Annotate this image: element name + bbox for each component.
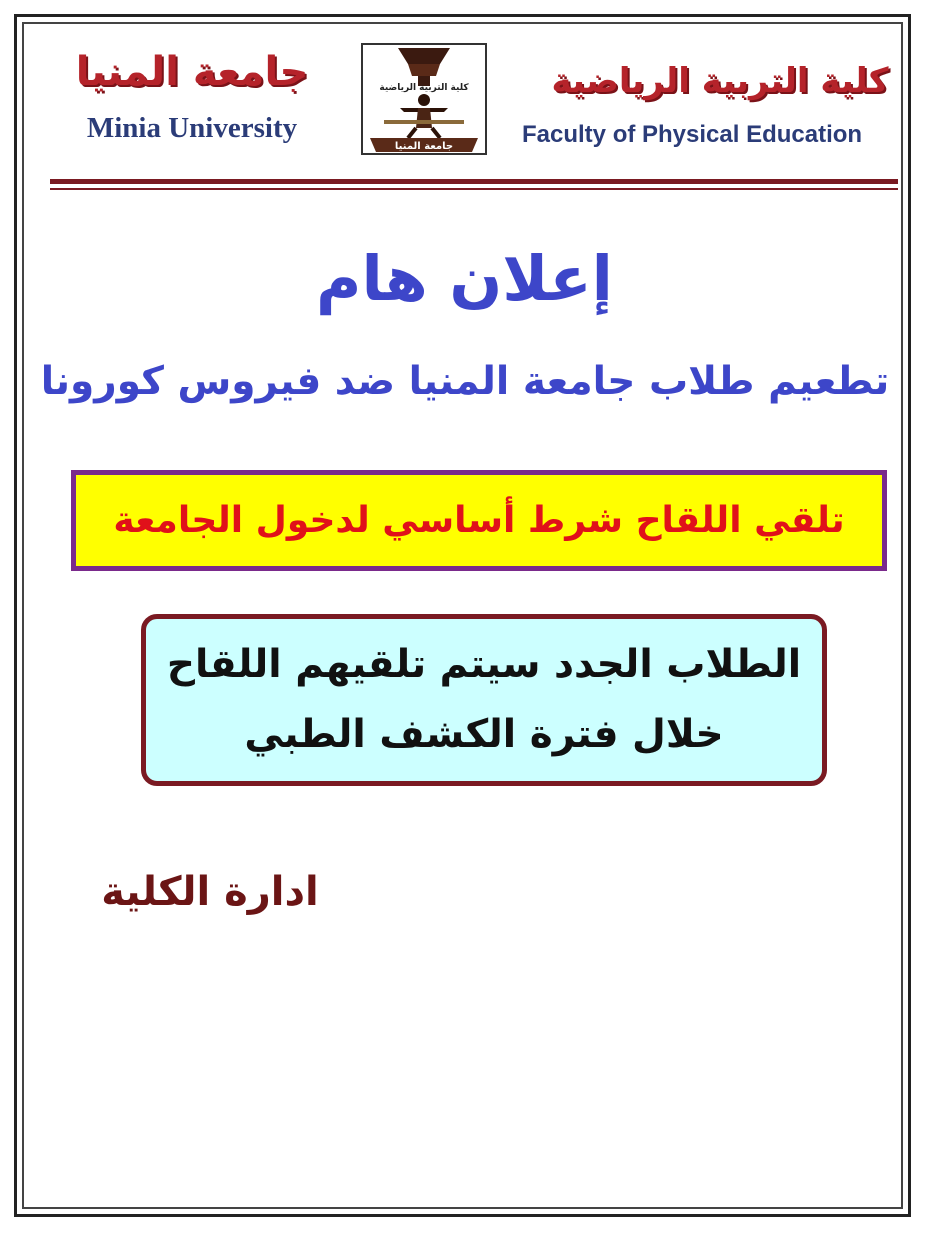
- faculty-name-english: Faculty of Physical Education: [522, 121, 863, 148]
- header-divider-thick: [50, 179, 898, 184]
- announcement-title: إعلان هام: [316, 242, 613, 315]
- notice-line-2: خلال فترة الكشف الطبي: [244, 712, 724, 757]
- highlight-box: [71, 470, 887, 571]
- logo-top-text: كلية التربية الرياضية: [379, 83, 469, 93]
- university-name-arabic: جامعة المنيا: [75, 49, 309, 95]
- header-divider-thin: [50, 188, 898, 190]
- highlight-text: تلقي اللقاح شرط أساسي لدخول الجامعة: [113, 499, 845, 541]
- notice-box: [141, 614, 827, 786]
- logo-bottom-text: جامعة المنيا: [394, 141, 454, 152]
- announcement-subtitle: تطعيم طلاب جامعة المنيا ضد فيروس كورونا: [40, 359, 890, 404]
- university-name-english: Minia University: [86, 112, 298, 144]
- faculty-emblem-icon: [360, 42, 488, 156]
- faculty-name-arabic: كلية التربية الرياضية: [551, 61, 889, 101]
- notice-line-1: الطلاب الجدد سيتم تلقيهم اللقاح: [166, 642, 802, 687]
- signature-faculty-administration: ادارة الكلية: [101, 869, 319, 915]
